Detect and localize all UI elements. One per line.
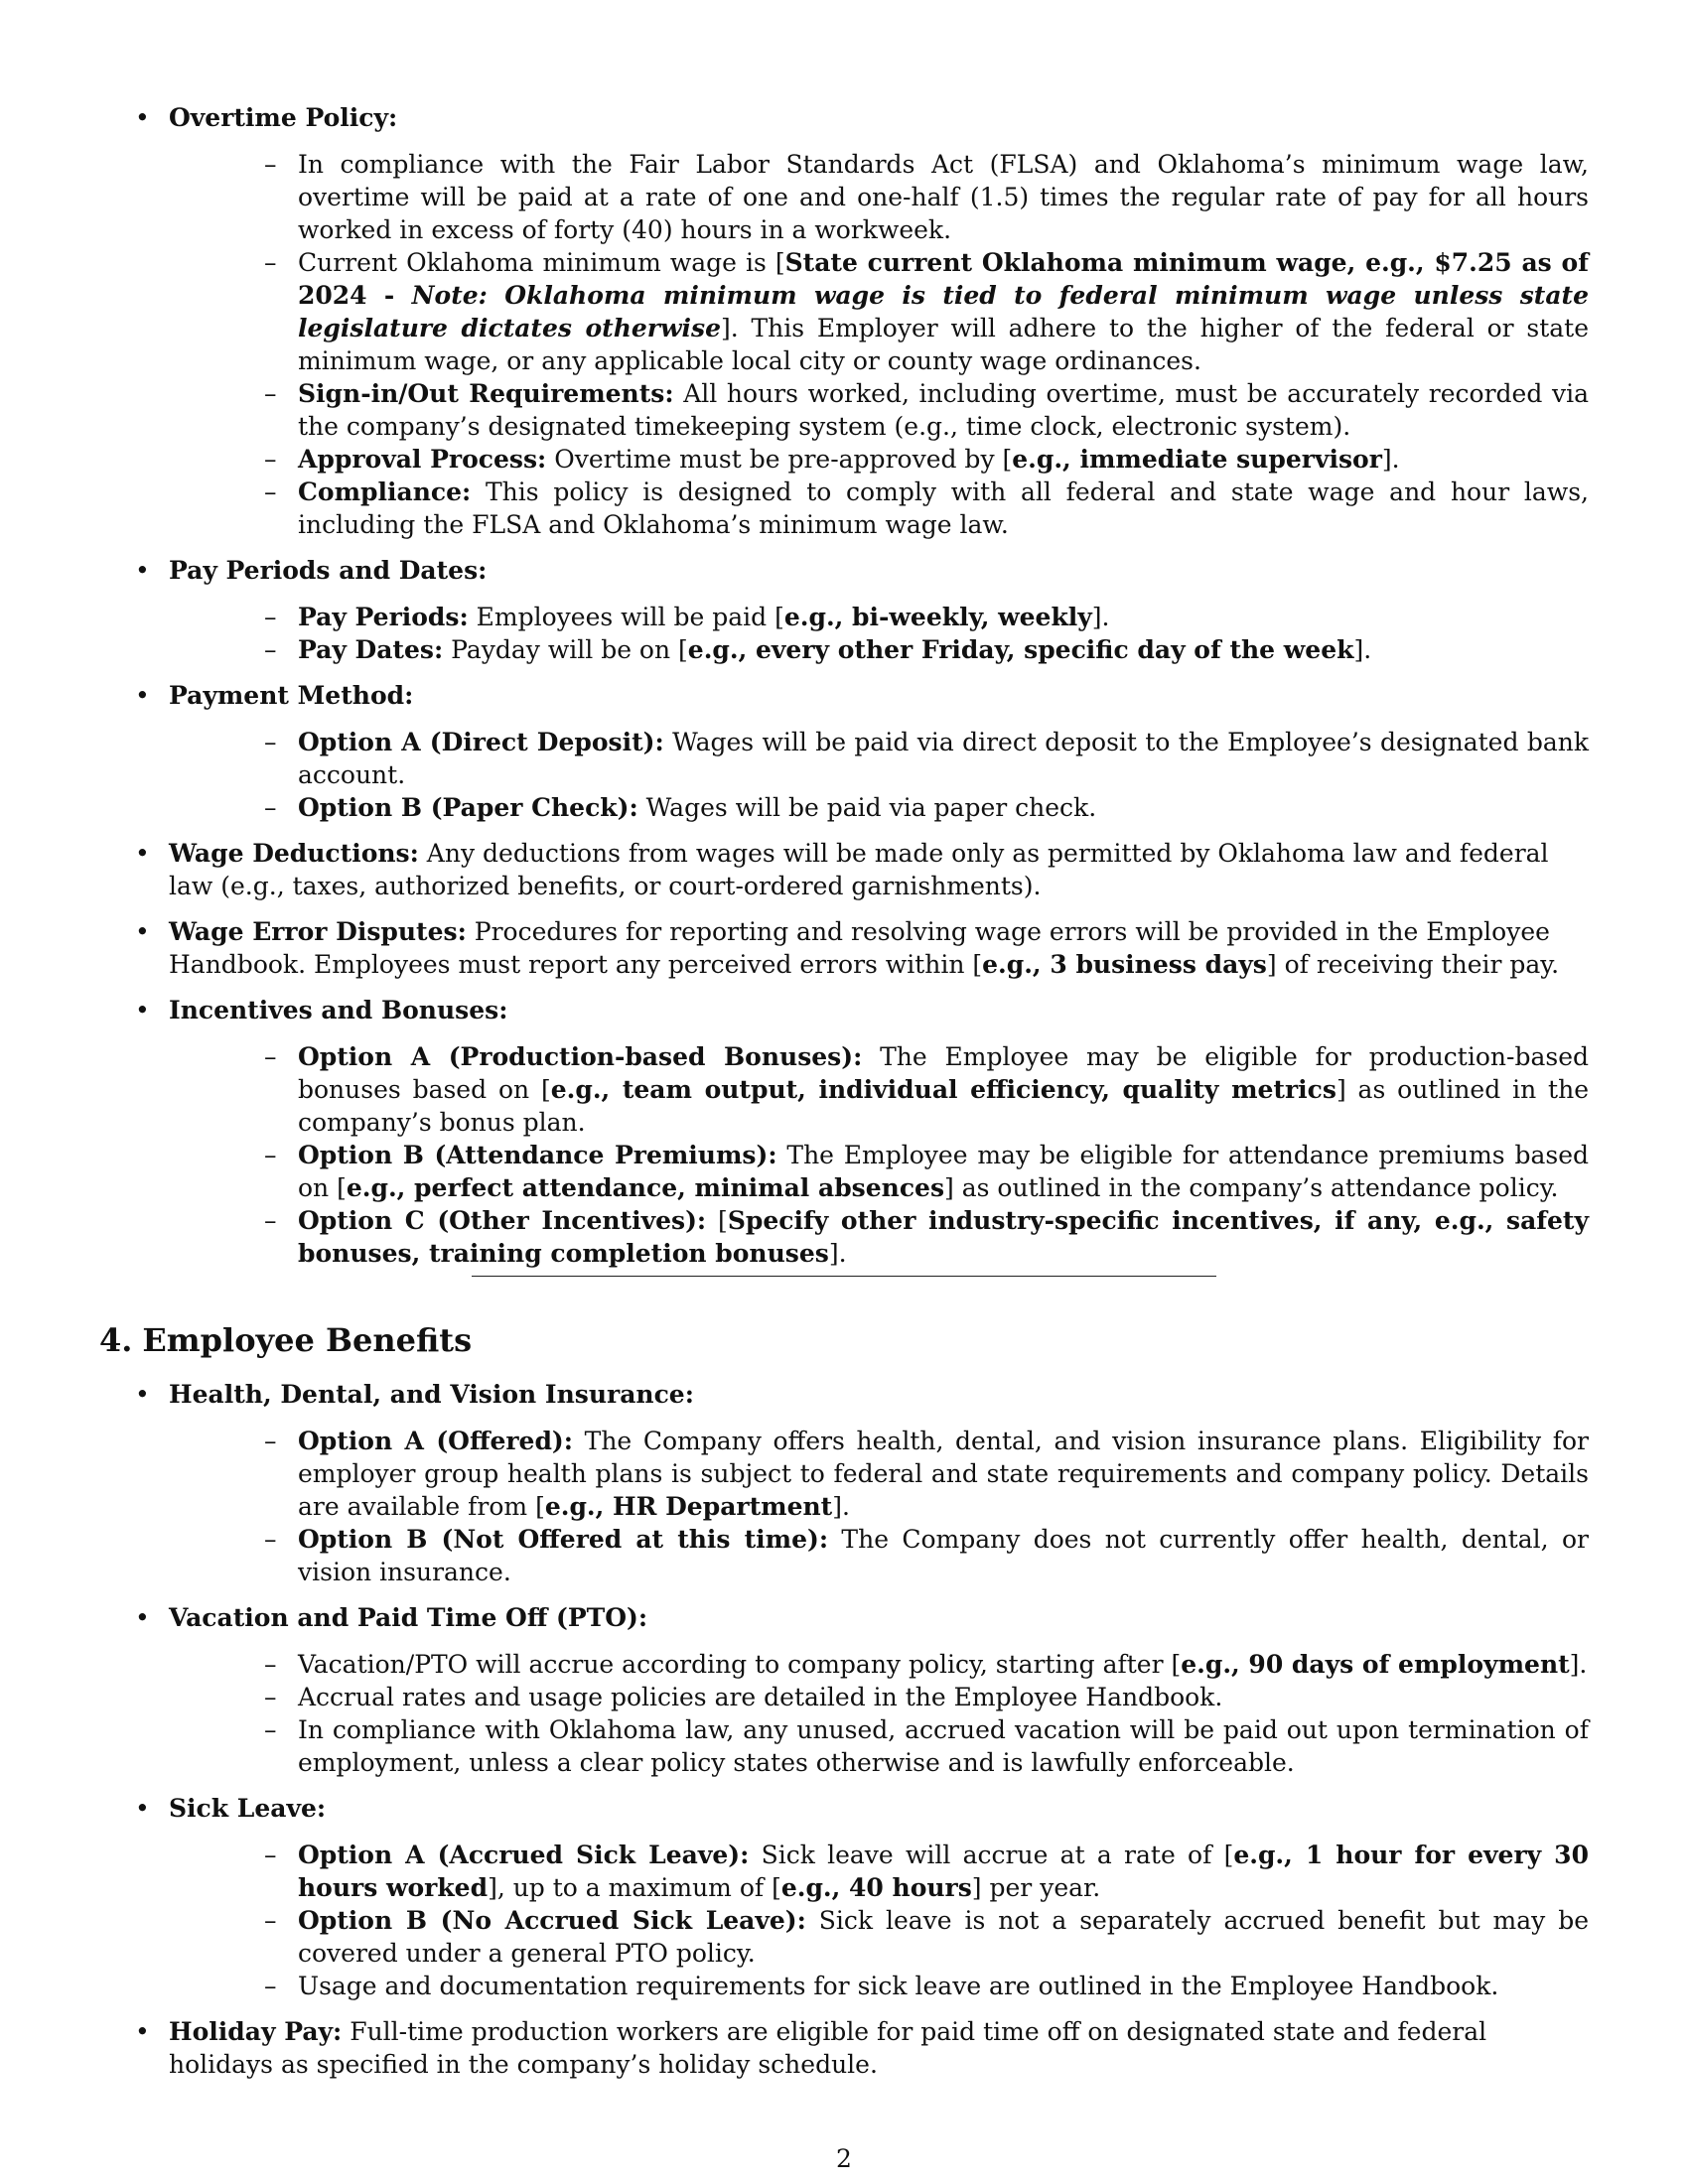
payment-method-item — [99, 679, 1589, 824]
sick-leave-item — [99, 1792, 1589, 2002]
bullet-icon: • — [135, 681, 150, 710]
list-item: – Option B (Paper Check): Wages will be paid via paper check. — [264, 793, 1097, 822]
overtime-heading: Overtime Policy: — [169, 103, 398, 132]
list-item: – Usage and documentation requirements for sick leave are outlined in the Employee Handbook. — [264, 1972, 1499, 2000]
sick-leave-heading: Sick Leave: — [169, 1794, 327, 1823]
list-item: – In compliance with Oklahoma law, any unused, accrued vacation will be paid out upon termination of employment, unless a clear policy states otherwise and is lawfully enforceable. — [264, 1715, 1589, 1777]
list-item: – Sign-in/Out Requirements: All hours worked, including overtime, must be accurately recorded via the company’s designated timekeeping system (e.g., time clock, electronic system). — [264, 379, 1589, 441]
bullet-icon: • — [135, 1380, 150, 1409]
list-item: – Option B (Not Offered at this time): The Company does not currently offer health, dental, or vision insurance. — [264, 1525, 1589, 1586]
bullet-icon: • — [135, 103, 150, 132]
wage-deductions-item: • Wage Deductions: Any deductions from wages will be made only as permitted by Oklahoma law and federal law (e.g., taxes, authorized benefits, or court-ordered garnishments). — [135, 839, 1549, 900]
incentives-heading: Incentives and Bonuses: — [169, 996, 508, 1024]
list-item: – Option B (No Accrued Sick Leave): Sick leave is not a separately accrued benefit but may be covered under a general PTO policy. — [264, 1906, 1590, 1968]
list-item: – Compliance: This policy is designed to comply with all federal and state wage and hour laws, including the FLSA and Oklahoma’s minimum wage law. — [264, 478, 1589, 539]
bullet-icon: • — [135, 556, 150, 585]
vacation-item — [99, 1601, 1589, 1779]
horizontal-divider — [472, 1276, 1216, 1277]
list-item: – Pay Periods: Employees will be paid [e.g., bi-weekly, weekly]. — [264, 603, 1110, 631]
list-item: – Accrual rates and usage policies are detailed in the Employee Handbook. — [264, 1683, 1223, 1711]
page-number: 2 — [836, 2144, 852, 2173]
section-4-body — [99, 1378, 1589, 2094]
section-4-title: 4. Employee Benefits — [99, 1321, 473, 1359]
list-item: – Option A (Accrued Sick Leave): Sick leave will accrue at a rate of [e.g., 1 hour for every 30 hours worked], up to a maximum of [e.g., 40 hours] per year. — [264, 1841, 1589, 1902]
pay-periods-heading: Pay Periods and Dates: — [169, 556, 488, 585]
insurance-heading: Health, Dental, and Vision Insurance: — [169, 1380, 694, 1409]
list-item: – Pay Dates: Payday will be on [e.g., every other Friday, specific day of the week]. — [264, 635, 1372, 664]
holiday-pay-item: • Holiday Pay: Full-time production workers are eligible for paid time off on designated state and federal holidays as specified in the company’s holiday schedule. — [135, 2017, 1487, 2079]
insurance-item — [99, 1378, 1589, 1588]
overtime-policy-item — [99, 101, 1589, 541]
list-item: – Vacation/PTO will accrue according to company policy, starting after [e.g., 90 days of employment]. — [264, 1650, 1588, 1679]
list-item: – Option A (Production-based Bonuses): The Employee may be eligible for production-based bonuses based on [e.g., team output, individual efficiency, quality metrics] as outlined in the company’s bonus plan. — [264, 1042, 1589, 1137]
list-item: – Option A (Offered): The Company offers health, dental, and vision insurance plans. Eligibility for employer group health plans is subject to federal and state requirements and company policy. Details are available from [e.g., HR Department]. — [264, 1427, 1589, 1521]
list-item: – Approval Process: Overtime must be pre-approved by [e.g., immediate supervisor]. — [264, 445, 1400, 474]
list-item: – Option B (Attendance Premiums): The Employee may be eligible for attendance premiums based on [e.g., perfect attendance, minimal absences] as outlined in the company’s attendance policy. — [264, 1141, 1589, 1202]
bullet-icon: • — [135, 1603, 150, 1632]
list-item: – In compliance with the Fair Labor Standards Act (FLSA) and Oklahoma’s minimum wage law, overtime will be paid at a rate of one and one-half (1.5) times the regular rate of pay for all hours worked in excess of forty (40) hours in a workweek. — [264, 150, 1589, 244]
bullet-icon: • — [135, 917, 150, 946]
bullet-icon: • — [135, 2017, 150, 2046]
wage-error-disputes-item: • Wage Error Disputes: Procedures for reporting and resolving wage errors will be provided in the Employee Handbook. Employees must report any perceived errors within [e.g., 3 business days] of receiving their pay. — [135, 917, 1560, 979]
list-item: – Current Oklahoma minimum wage is [State current Oklahoma minimum wage, e.g., $7.25 as of 2024 - Note: Oklahoma minimum wage is tied to federal minimum wage unless state legislature dictates otherwise]. This Employer will adhere to the higher of the federal or state minimum wage, or any applicable local city or county wage ordinances. — [264, 248, 1590, 375]
section-3-continued — [99, 101, 1589, 1283]
payment-method-heading: Payment Method: — [169, 681, 414, 710]
list-item: – Option C (Other Incentives): [Specify other industry-specific incentives, if any, e.g., safety bonuses, training completion bonuses]. — [264, 1206, 1590, 1268]
bullet-icon: • — [135, 839, 150, 868]
vacation-heading: Vacation and Paid Time Off (PTO): — [169, 1603, 648, 1632]
list-item: – Option A (Direct Deposit): Wages will be paid via direct deposit to the Employee’s designated bank account. — [264, 728, 1589, 789]
pay-periods-item — [99, 554, 1589, 666]
bullet-icon: • — [135, 1794, 150, 1823]
incentives-item — [99, 994, 1589, 1270]
bullet-icon: • — [135, 996, 150, 1024]
